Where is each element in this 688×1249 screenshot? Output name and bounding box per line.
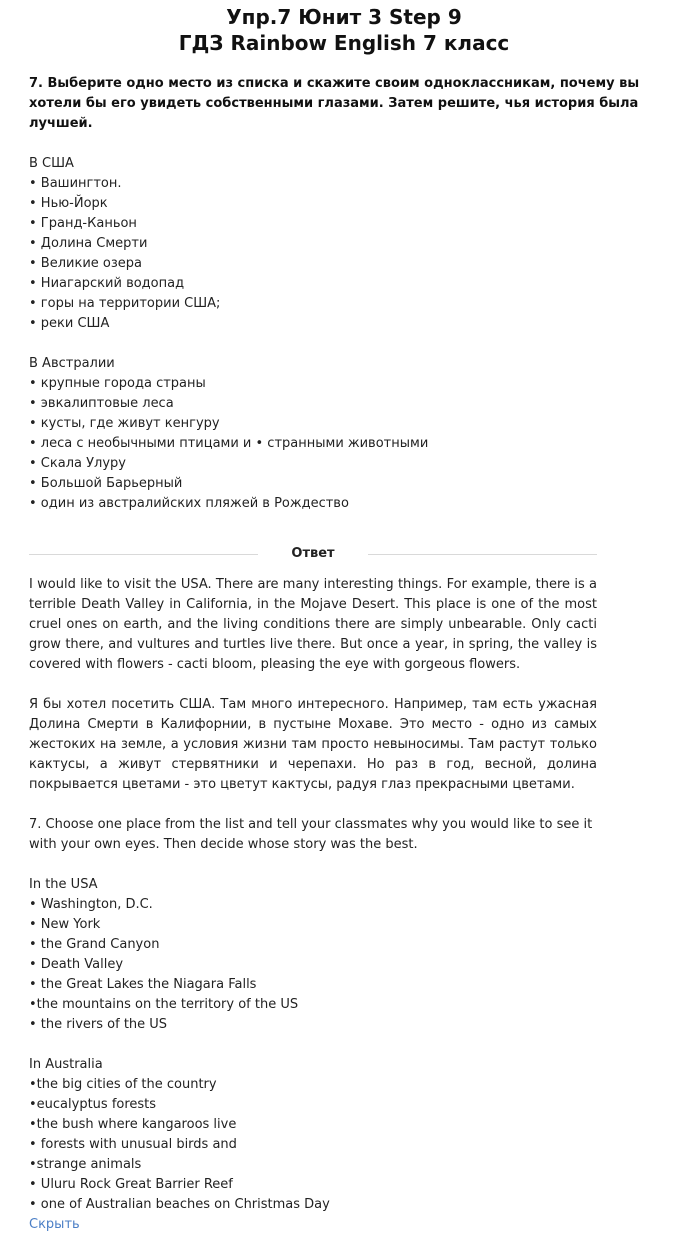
answer-russian-paragraph: Я бы хотел посетить США. Там много интересного. Например, там есть ужасная Долина Смерти в Калифорнии, в пустыне Мохаве. Это место - одно из самых жестоких на земле, а условия жизни там просто невыносимы. Там растут только кактусы, а живут стервятники и черепахи. Но раз в год, весной, долина покрывается цветами - это цветут кактусы, радуя глаз прекрасными цветами. bbox=[29, 697, 597, 792]
list-item: • Washington, D.C. bbox=[29, 897, 153, 912]
answer-english-paragraph: I would like to visit the USA. There are many interesting things. For example, there is a terrible Death Valley in California, in the Mojave Desert. This place is one of the most cruel ones on earth, and the living conditions there are simply unbearable. Only cacti grow there, and vultures and turtles live there. But once a year, in spring, the valley is covered with flowers - cacti bloom, pleasing the eye with gorgeous flowers. bbox=[29, 577, 597, 672]
divider-line-right bbox=[368, 554, 597, 555]
list-item: • Death Valley bbox=[29, 957, 124, 972]
task-instruction-line: with your own eyes. Then decide whose story was the best. bbox=[29, 837, 418, 852]
task-instruction-line: 7. Выберите одно место из списка и скажите своим одноклассникам, почему вы bbox=[29, 76, 640, 91]
list-item: • Гранд-Каньон bbox=[29, 216, 137, 231]
answer-label: Ответ bbox=[291, 546, 335, 561]
task-ru bbox=[29, 74, 640, 514]
list-item: • горы на территории США; bbox=[29, 296, 221, 311]
answer-divider bbox=[29, 544, 597, 564]
list-item: • Ниагарский водопад bbox=[29, 276, 185, 291]
list-item: • Скала Улуру bbox=[29, 456, 126, 471]
task-instruction-line: хотели бы его увидеть собственными глазами. Затем решите, чья история была bbox=[29, 96, 639, 111]
list-item: • крупные города страны bbox=[29, 376, 206, 391]
list-item: • forests with unusual birds and bbox=[29, 1137, 237, 1152]
list-item: • Uluru Rock Great Barrier Reef bbox=[29, 1177, 233, 1192]
task-instruction-line: лучшей. bbox=[29, 116, 93, 131]
list-item: • one of Australian beaches on Christmas Day bbox=[29, 1197, 330, 1212]
usa-heading: In the USA bbox=[29, 877, 98, 892]
list-item: • Долина Смерти bbox=[29, 236, 148, 251]
list-item: • леса с необычными птицами и • странными животными bbox=[29, 436, 429, 451]
australia-heading: В Австралии bbox=[29, 356, 115, 371]
page-title-line-2: ГДЗ Rainbow English 7 класс bbox=[178, 31, 510, 55]
list-item: •the big cities of the country bbox=[29, 1077, 217, 1092]
divider-line-left bbox=[29, 554, 258, 555]
list-item: •the bush where kangaroos live bbox=[29, 1117, 237, 1132]
task-instruction-line: 7. Choose one place from the list and tell your classmates why you would like to see it bbox=[29, 817, 593, 832]
australia-heading: In Australia bbox=[29, 1057, 103, 1072]
list-item: •strange animals bbox=[29, 1157, 142, 1172]
list-item: •the mountains on the territory of the US bbox=[29, 997, 299, 1012]
list-item: • the Great Lakes the Niagara Falls bbox=[29, 977, 257, 992]
list-item: •eucalyptus forests bbox=[29, 1097, 157, 1112]
hide-link[interactable]: Скрыть bbox=[29, 1217, 80, 1232]
list-item: • New York bbox=[29, 917, 101, 932]
list-item: • эвкалиптовые леса bbox=[29, 396, 174, 411]
page-title-line-1: Упр.7 Юнит 3 Step 9 bbox=[226, 5, 462, 29]
list-item: • Великие озера bbox=[29, 256, 142, 271]
list-item: • Большой Барьерный bbox=[29, 476, 183, 491]
list-item: • один из австралийских пляжей в Рождество bbox=[29, 496, 349, 511]
answer-russian bbox=[29, 695, 597, 795]
list-item: • the rivers of the US bbox=[29, 1017, 168, 1032]
list-item: • Вашингтон. bbox=[29, 176, 122, 191]
task-en bbox=[29, 815, 597, 1235]
list-item: • кусты, где живут кенгуру bbox=[29, 416, 220, 431]
list-item: • Нью-Йорк bbox=[29, 196, 108, 211]
list-item: • the Grand Canyon bbox=[29, 937, 160, 952]
usa-heading: В США bbox=[29, 156, 74, 171]
answer-english bbox=[29, 575, 597, 675]
list-item: • реки США bbox=[29, 316, 110, 331]
